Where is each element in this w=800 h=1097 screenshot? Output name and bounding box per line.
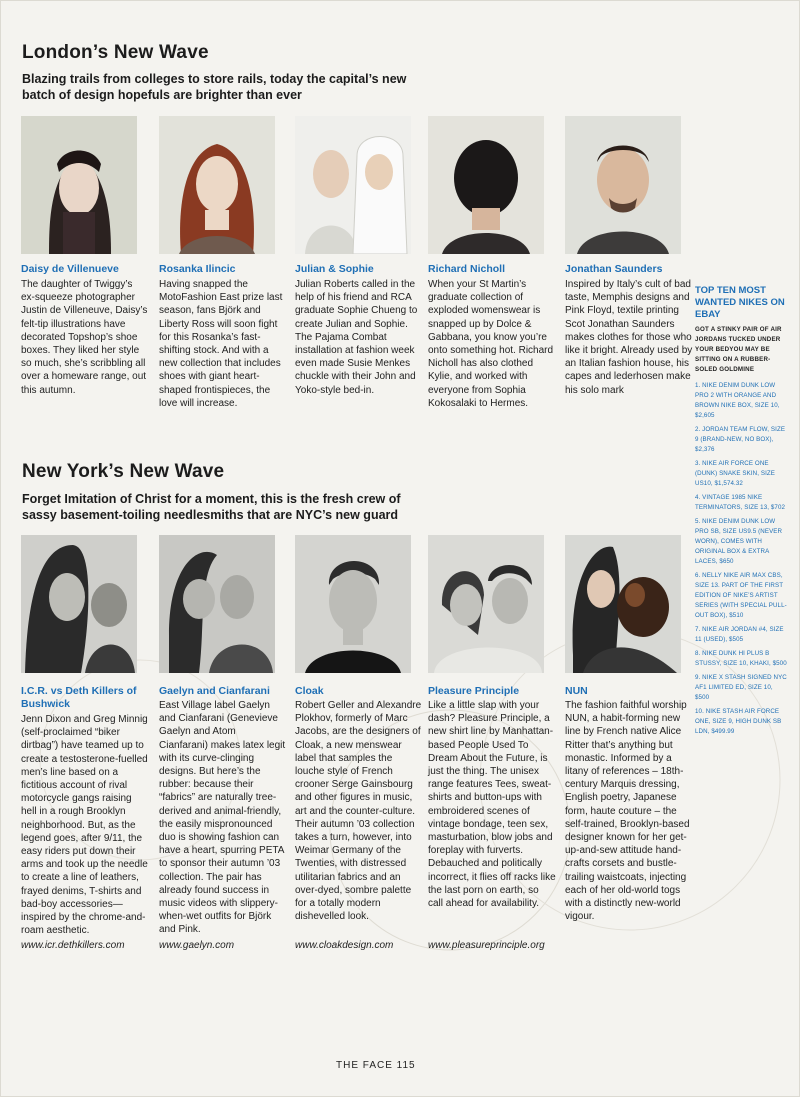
profile-bio: Like a little slap with your dash? Pleasure Principle, a new shirt line by Manhattan-based People Used To Dream About the Future, is just the thing. The unisex range features Tees, sweat-shirts and button-ups with embroidered scenes of vintage bondage, teen sex, masturbation, blow jobs and foreplay with furverts. Debauched and politically incorrect, it flies off racks like the last porn on earth, so call ahead for availability. (428, 700, 556, 910)
profile-name: NUN (565, 685, 588, 697)
profile-bio: Inspired by Italy’s cult of bad taste, Memphis designs and Pink Floyd, textile printing Scot Jonathan Saunders makes clothes for those who like it bright. Already used by an Italian fashion house, his capes and lederhosen make his solo mark (565, 279, 693, 396)
portrait-photo (159, 535, 275, 673)
portrait-photo (21, 535, 137, 673)
profile-name: Daisy de Villenueve (21, 263, 119, 275)
profile-bio: Having snapped the MotoFashion East prize last season, fans Björk and Liberty Ross will soon fight for this Rosanka’s fast-shifting stock. And with a new collection that includes shoes with giant heart-shaped frontispieces, the love will increase. (159, 279, 283, 409)
portrait-photo (428, 116, 544, 254)
list-item: 7. NIKE AIR JORDAN #4, SIZE 11 (USED), $505 (695, 626, 784, 643)
profile-name: Jonathan Saunders (565, 263, 663, 275)
portrait-photo (428, 535, 544, 673)
profile-name: Julian & Sophie (295, 263, 374, 275)
profile-bio: The fashion faithful worship NUN, a habit-forming new line by French native Alice Ritter that’s anything but monastic. Informed by a litany of references – 18th-century Marquis dressing, English poetry, Japanese form, haute couture – the self-trained, Brooklyn-based designer known for her get-up-and-sew attitude hand-crafts corsets and bustle-trailing waistcoats, injecting each of her old-world togs with a distinctly new-world vigour. (565, 700, 690, 923)
list-item: 9. NIKE X STASH SIGNED NYC AF1 LIMITED ED, SIZE 10, $500 (695, 674, 787, 701)
profile-url[interactable]: www.cloakdesign.com (295, 940, 394, 951)
profile-bio: Julian Roberts called in the help of his friend and RCA graduate Sophie Chueng to create Julian and Sophie. The Pajama Combat installation at fashion week even made Susie Menkes chuckle with their John and Yoko-style bed-in. (295, 279, 418, 396)
list-item: 6. NELLY NIKE AIR MAX CBS, SIZE 13. PART OF THE FIRST EDITION OF NIKE’S ARTIST SERIES (WITH SPECIAL PULL-OUT BOX), $510 (695, 572, 787, 619)
profile-url[interactable]: www.icr.dethkillers.com (21, 940, 125, 951)
ebay-sidebar (695, 285, 787, 741)
list-item: 3. NIKE AIR FORCE ONE (DUNK) SNAKE SKIN, SIZE US10, $1,574.32 (695, 460, 776, 487)
profile-bio: Robert Geller and Alexandre Plokhov, formerly of Marc Jacobs, are the designers of Cloak, a new menswear label that samples the louche style of French crooner Serge Gainsbourg and other figures in music, art and the counter-culture. Their autumn ’03 collection takes a turn, however, into Weimar Germany of the Twenties, with distressed utilitarian fabrics and an over-dyed, sombre palette for a totally modern dishevelled look. (295, 700, 422, 923)
portrait-photo (295, 535, 411, 673)
portrait-photo (565, 116, 681, 254)
profile-bio: East Village label Gaelyn and Cianfarani (Genevieve Gaelyn and Atom Cianfarani) makes latex legit with its curve-clinging designs. But here’s the rubber: because their “fabrics” are naturally tree-derived and animal-friendly, the easily mispronounced duo is showing fashion can have a heart, spurring PETA to sponsor their autumn ’03 collection. The pair has already found success in music videos with slippery-when-wet outfits for Björk and Pink. (159, 700, 286, 936)
list-item: 5. NIKE DENIM DUNK LOW PRO SB, SIZE US9.5 (NEVER WORN), COMES WITH ORIGINAL BOX & EXTRA LACES, $650 (695, 518, 783, 565)
profile-url[interactable]: www.gaelyn.com (159, 940, 235, 951)
portrait-photo (295, 116, 411, 254)
profile-name: Rosanka Ilincic (159, 263, 236, 275)
list-item: 2. JORDAN TEAM FLOW, SIZE 9 (BRAND-NEW, NO BOX), $2,376 (695, 426, 786, 453)
london-section-subtitle: Blazing trails from colleges to store rails, today the capital’s new batch of design hopefuls are brighter than ever (22, 72, 407, 102)
list-item: 4. VINTAGE 1985 NIKE TERMINATORS, SIZE 13, $702 (695, 494, 786, 511)
profile-name: Cloak (295, 685, 324, 697)
page-folio: THE FACE 115 (336, 1060, 416, 1071)
newyork-section-title: New York’s New Wave (22, 461, 225, 482)
london-section-title: London’s New Wave (22, 42, 209, 63)
profile-name: Pleasure Principle (428, 685, 520, 697)
newyork-section-subtitle: Forget Imitation of Christ for a moment, this is the fresh crew of sassy basement-toiling needlesmiths that are NYC’s new guard (22, 492, 401, 522)
list-item: 10. NIKE STASH AIR FORCE ONE, SIZE 9, HIGH DUNK SB LDN, $499.99 (695, 708, 782, 735)
profile-url[interactable]: www.pleasureprinciple.org (428, 940, 545, 951)
list-item: 1. NIKE DENIM DUNK LOW PRO 2 WITH ORANGE AND BROWN NIKE BOX, SIZE 10, $2,605 (695, 382, 780, 419)
portrait-photo (159, 116, 275, 254)
portrait-photo (21, 116, 137, 254)
sidebar-list (695, 381, 787, 737)
sidebar-intro: GOT A STINKY PAIR OF AIR JORDANS TUCKED UNDER YOUR BEDYOU MAY BE SITTING ON A RUBBER-SOLED GOLDMINE (695, 326, 782, 373)
sidebar-title: TOP TEN MOST WANTED NIKES ON EBAY (695, 285, 785, 320)
profile-bio: When your St Martin’s graduate collection of exploded womenswear is snapped up by Dolce & Gabbana, you know you’re onto something hot. Richard Nicholl has also clothed Kylie, and worked with everyone from Sophia Kokosalaki to Hermes. (428, 279, 554, 409)
profile-bio: Jenn Dixon and Greg Minnig (self-proclaimed “biker dirtbag”) have teamed up to create a testosterone-fuelled men’s line based on a fictitious account of rival motorcycle gangs raising hell in a rough Brooklyn neighborhood. But, as the legend goes, after 9/11, the easy riders put down their arms and took up the needle to create a line of leathers, frayed denims, T-shirts and bad-boy accessories—inspired by the chrome-and-roam aesthetic. (21, 714, 148, 937)
profile-name: Richard Nicholl (428, 263, 506, 275)
list-item: 8. NIKE DUNK HI PLUS B STUSSY, SIZE 10, KHAKI, $500 (695, 650, 787, 667)
profile-name: I.C.R. vs Deth Killers of Bushwick (21, 685, 137, 710)
portrait-photo (565, 535, 681, 673)
profile-name: Gaelyn and Cianfarani (159, 685, 270, 697)
profile-bio: The daughter of Twiggy’s ex-squeeze photographer Justin de Villeneuve, Daisy’s felt-tip illustrations have decorated Topshop’s shoe boxes. They liked her style so much, she’s scribbling all over a homeware range, out this autumn. (21, 279, 148, 396)
